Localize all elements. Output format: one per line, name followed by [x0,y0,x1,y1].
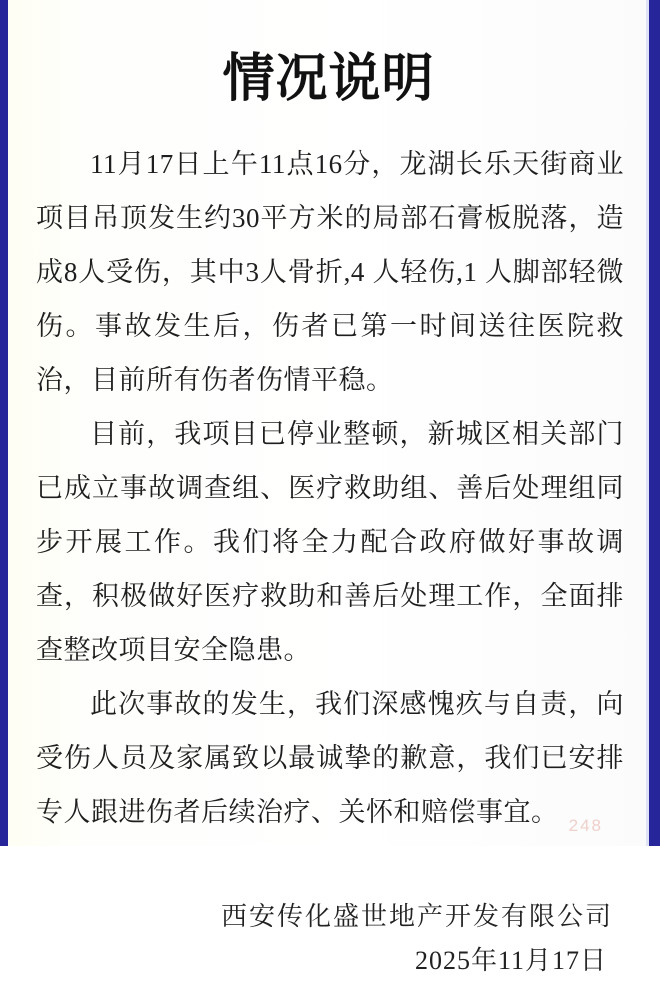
body-paragraph: 11月17日上午11点16分，龙湖长乐天街商业项目吊顶发生约30平方米的局部石膏板脱落，造成8人受伤，其中3人骨折,4 人轻伤,1 人脚部轻微伤。事故发生后，伤者已第一时间送往医院救治，目前所有伤者伤情平稳。 [36,149,624,395]
document-content [8,0,649,983]
watermark-text: 248 [568,816,603,835]
document-body [36,137,624,839]
page-title: 情况说明 [222,51,435,108]
body-paragraph: 此次事故的发生，我们深感愧疚与自责，向受伤人员及家属致以最诚挚的歉意，我们已安排专人跟进伤者后续治疗、关怀和赔偿事宜。 [36,689,624,827]
signature-date: 2025年11月17日 [414,946,607,975]
body-paragraph: 目前，我项目已停业整顿，新城区相关部门已成立事故调查组、医疗救助组、善后处理组同步开展工作。我们将全力配合政府做好事故调查，积极做好医疗救助和善后处理工作，全面排查整改项目安全隐患。 [36,419,624,665]
signature-company: 西安传化盛世地产开发有限公司 [220,902,613,931]
signature-block [36,895,621,983]
